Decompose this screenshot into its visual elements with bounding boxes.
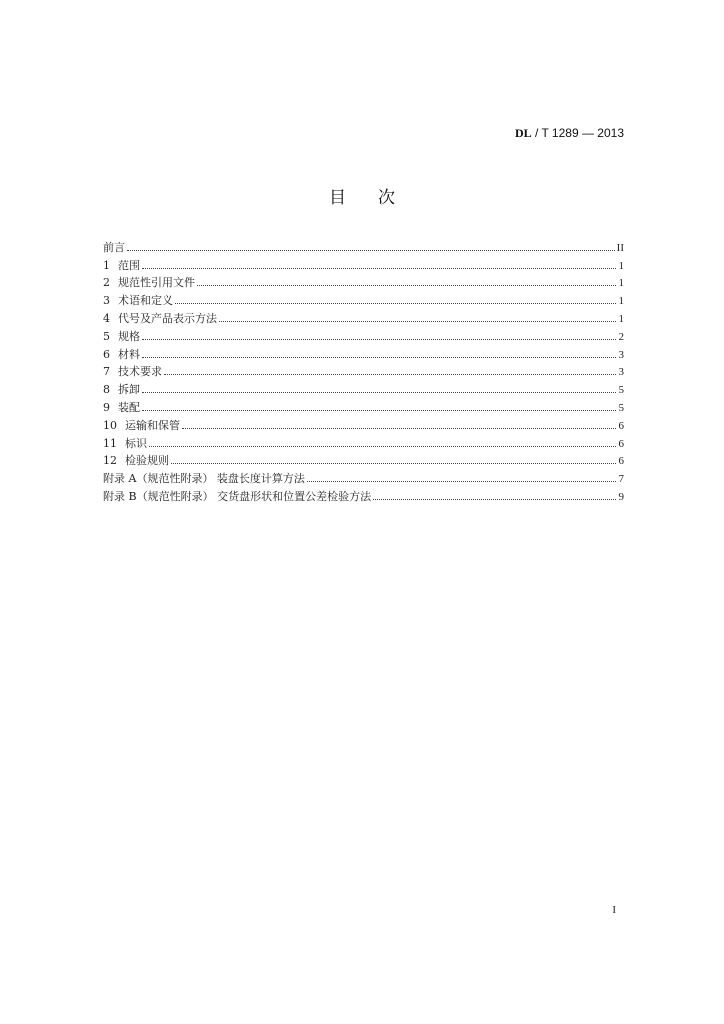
toc-item-number: 4 — [103, 311, 110, 325]
toc-dot-leader — [175, 303, 616, 304]
standard-code — [515, 126, 624, 141]
toc-item-label: 拆卸 — [118, 383, 140, 397]
toc-item-scope[interactable] — [103, 254, 624, 272]
toc-item-transport-storage[interactable] — [103, 414, 624, 432]
toc-item-number: 6 — [103, 347, 110, 361]
toc-dot-leader — [142, 392, 616, 393]
toc-item-page: 7 — [618, 473, 624, 486]
standard-prefix: DL — [515, 126, 532, 140]
toc-item-page: 1 — [618, 259, 624, 272]
toc-item-label: 规范性引用文件 — [118, 276, 195, 290]
toc-dot-leader — [307, 481, 616, 482]
toc-item-page: 1 — [618, 277, 624, 290]
toc-item-number: 5 — [103, 329, 110, 343]
toc-item-page: 6 — [618, 437, 624, 450]
toc-item-page: 6 — [618, 419, 624, 432]
toc-item-label: 代号及产品表示方法 — [118, 311, 217, 325]
page-title: 目次 — [329, 188, 427, 208]
toc-dot-leader — [142, 339, 616, 340]
toc-item-number: 8 — [103, 383, 110, 397]
table-of-contents — [103, 236, 624, 503]
toc-item-specifications[interactable] — [103, 325, 624, 343]
toc-dot-leader — [219, 321, 616, 322]
toc-item-label: 范围 — [118, 258, 140, 272]
toc-item-label: 附录 A（规范性附录） 装盘长度计算方法 — [103, 472, 305, 486]
toc-item-page: 9 — [618, 490, 624, 503]
toc-item-materials[interactable] — [103, 343, 624, 361]
toc-item-label: 术语和定义 — [118, 294, 173, 308]
toc-dot-leader — [142, 268, 616, 269]
toc-item-codes[interactable] — [103, 307, 624, 325]
toc-item-number: 3 — [103, 294, 110, 308]
toc-item-foreword[interactable] — [103, 236, 624, 254]
toc-item-number: 7 — [103, 365, 110, 379]
toc-item-page: 5 — [618, 384, 624, 397]
toc-item-terms-definitions[interactable] — [103, 289, 624, 307]
toc-dot-leader — [149, 446, 616, 447]
toc-dot-leader — [182, 428, 616, 429]
toc-item-inspection-rules[interactable] — [103, 450, 624, 468]
toc-item-annex-b[interactable] — [103, 485, 624, 503]
toc-item-label: 运输和保管 — [125, 418, 180, 432]
toc-item-number: 9 — [103, 400, 110, 414]
toc-dot-leader — [142, 357, 616, 358]
toc-item-technical-requirements[interactable] — [103, 361, 624, 379]
toc-item-label: 附录 B（规范性附录） 交货盘形状和位置公差检验方法 — [103, 489, 372, 503]
toc-item-normative-references[interactable] — [103, 272, 624, 290]
toc-item-marking[interactable] — [103, 432, 624, 450]
toc-dot-leader — [373, 499, 616, 500]
toc-item-label: 标识 — [125, 436, 147, 450]
toc-item-label: 装配 — [118, 400, 140, 414]
toc-item-page: 3 — [618, 366, 624, 379]
toc-item-number: 1 — [103, 258, 110, 272]
toc-item-label: 规格 — [118, 329, 140, 343]
toc-item-label: 前言 — [103, 240, 125, 254]
toc-item-label: 材料 — [118, 347, 140, 361]
toc-item-label: 技术要求 — [118, 365, 162, 379]
toc-item-page: 3 — [618, 348, 624, 361]
toc-item-page: 1 — [618, 312, 624, 325]
standard-number: / T 1289 — 2013 — [535, 126, 624, 140]
toc-item-page: 2 — [618, 330, 624, 343]
toc-item-page: 6 — [618, 455, 624, 468]
toc-item-page: 1 — [618, 295, 624, 308]
toc-item-assembly[interactable] — [103, 396, 624, 414]
page-number: I — [612, 904, 616, 916]
toc-dot-leader — [127, 250, 615, 251]
toc-dot-leader — [142, 410, 616, 411]
toc-item-label: 检验规则 — [125, 454, 169, 468]
toc-item-number: 10 — [103, 418, 117, 432]
toc-dot-leader — [171, 463, 616, 464]
toc-dot-leader — [164, 374, 616, 375]
toc-item-number: 11 — [103, 436, 117, 450]
toc-dot-leader — [197, 285, 616, 286]
toc-item-page: 5 — [618, 401, 624, 414]
toc-item-number: 12 — [103, 454, 117, 468]
toc-item-number: 2 — [103, 276, 110, 290]
toc-item-disassembly[interactable] — [103, 378, 624, 396]
toc-item-page: II — [616, 241, 624, 254]
toc-item-annex-a[interactable] — [103, 467, 624, 485]
